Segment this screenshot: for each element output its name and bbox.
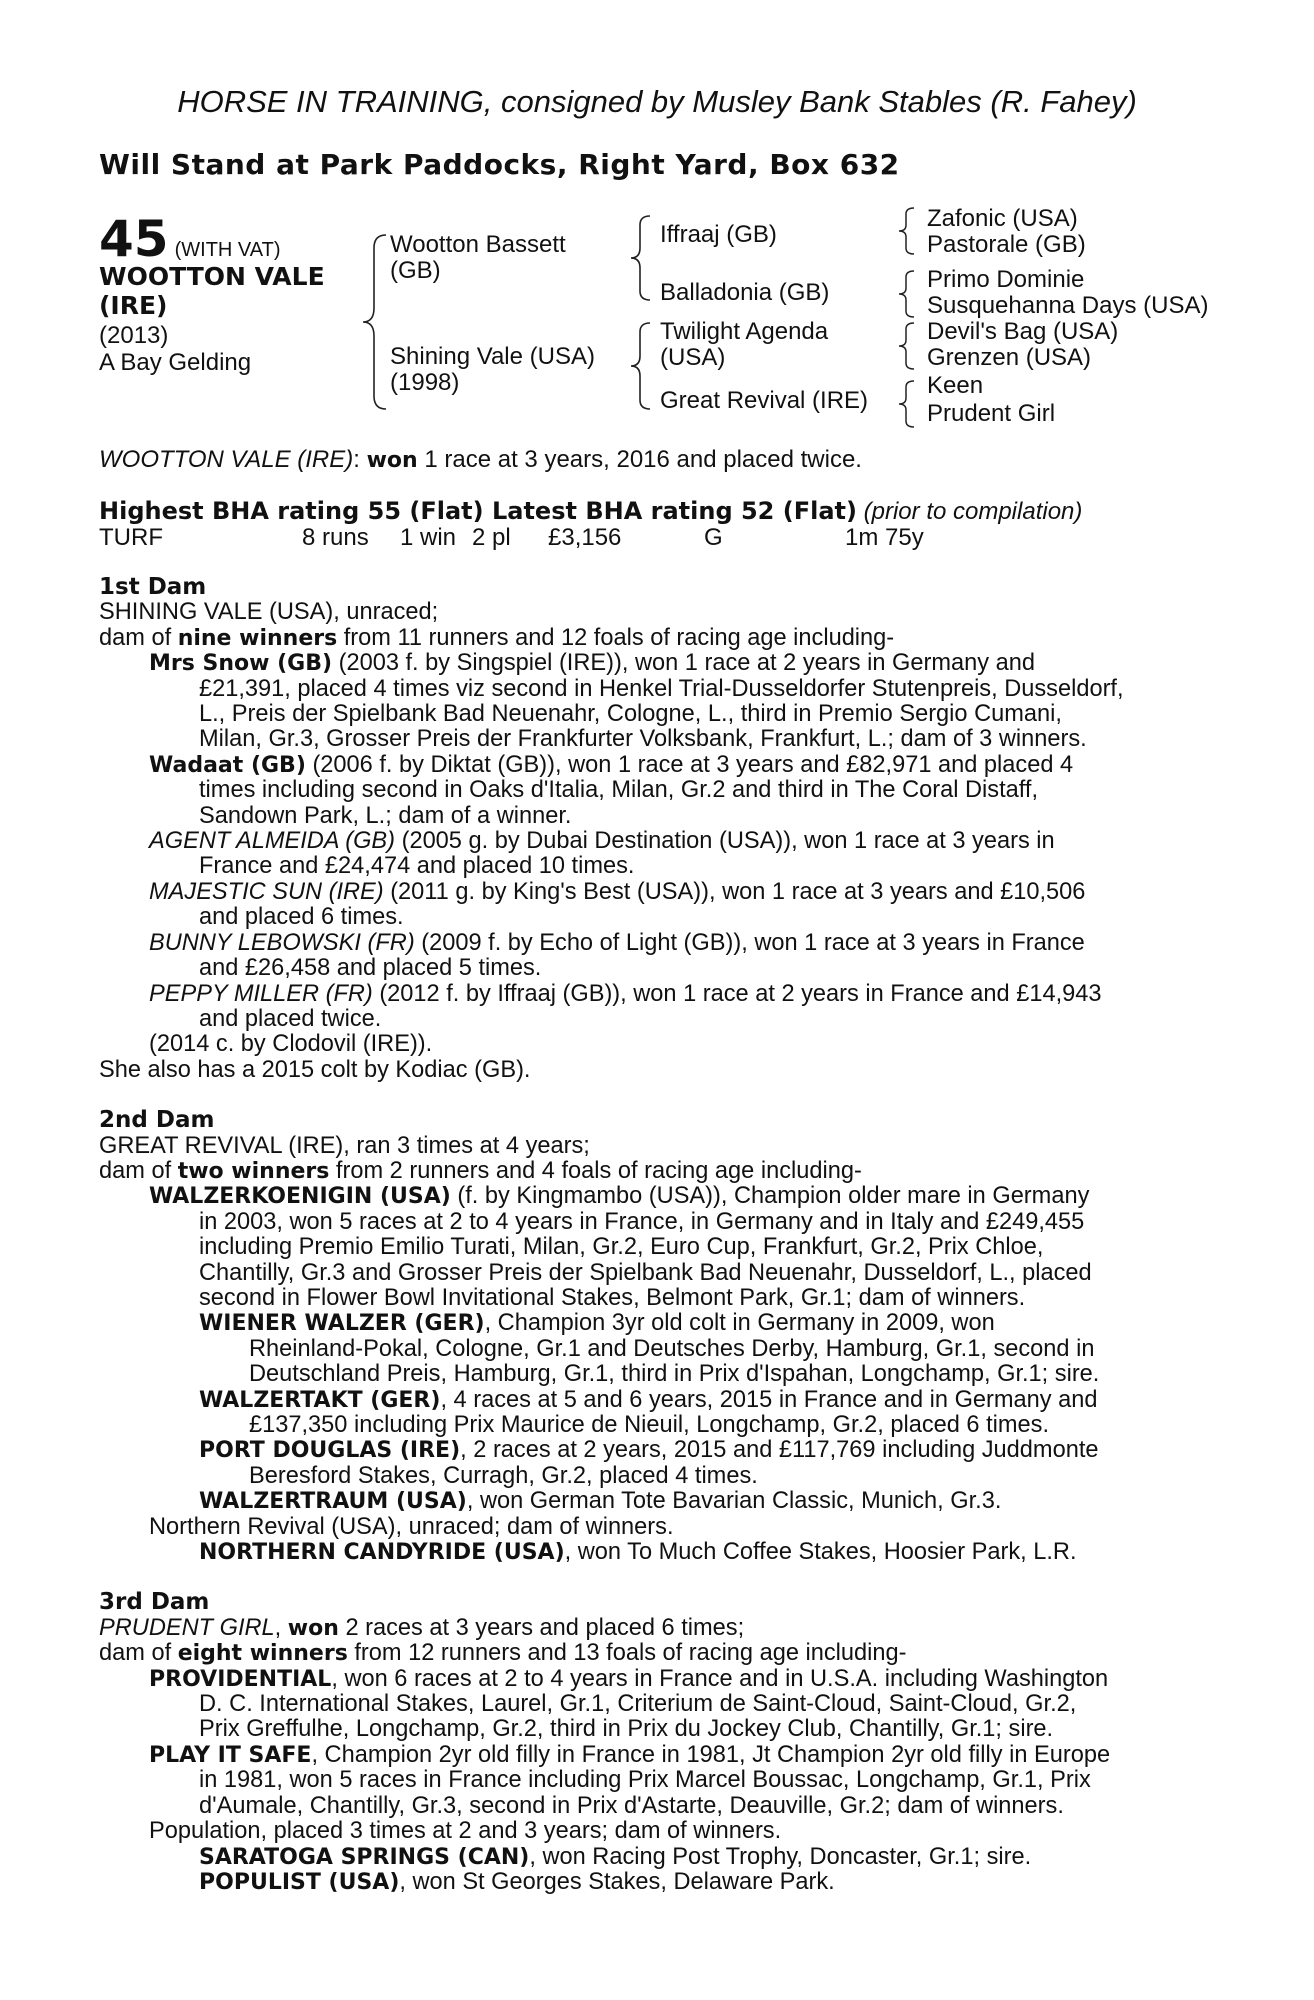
pedigree-brace-3c xyxy=(896,320,918,372)
dam-sire-name: Twilight Agenda xyxy=(660,318,829,345)
record-placed: 2 pl xyxy=(472,524,511,551)
dam-year: (1998) xyxy=(390,369,460,396)
produce-providential-2: D. C. International Stakes, Laurel, Gr.1, Criterium de Saint-Cloud, Saint-Cloud, Gr.2, xyxy=(199,1691,1077,1718)
sire-sire: Iffraaj (GB) xyxy=(660,221,777,248)
produce-peppy-miller-2: and placed twice. xyxy=(199,1005,382,1032)
third-dam-heading: 3rd Dam xyxy=(99,1589,210,1616)
second-dam-line2: dam of two winners from 2 runners and 4 foals of racing age including- xyxy=(99,1157,862,1184)
ggp-8: Prudent Girl xyxy=(927,400,1056,427)
race-summary: WOOTTON VALE (IRE): won 1 race at 3 years, 2016 and placed twice. xyxy=(99,446,862,473)
produce-walzertraum: WALZERTRAUM (USA), won German Tote Bavarian Classic, Munich, Gr.3. xyxy=(199,1488,1002,1515)
produce-walzertakt: WALZERTAKT (GER), 4 races at 5 and 6 years, 2015 in France and in Germany and xyxy=(199,1386,1098,1413)
third-dam-line1: PRUDENT GIRL, won 2 races at 3 years and placed 6 times; xyxy=(99,1614,745,1641)
produce-northern-revival: Northern Revival (USA), unraced; dam of winners. xyxy=(149,1513,674,1540)
record-surface: TURF xyxy=(99,524,163,551)
produce-mrs-snow: Mrs Snow (GB) (2003 f. by Singspiel (IRE)), won 1 race at 2 years in Germany and xyxy=(149,650,1035,677)
pedigree-brace-3b xyxy=(896,268,918,320)
produce-bunny-lebowski: BUNNY LEBOWSKI (FR) (2009 f. by Echo of Light (GB)), won 1 race at 3 years in France xyxy=(149,929,1085,956)
dam-name: Shining Vale (USA) xyxy=(390,343,595,370)
horse-year: (2013) xyxy=(99,322,169,349)
record-prize: £3,156 xyxy=(548,524,622,551)
horse-info xyxy=(99,322,251,376)
second-dam-line1: GREAT REVIVAL (IRE), ran 3 times at 4 years; xyxy=(99,1132,590,1159)
page-title: HORSE IN TRAINING, consigned by Musley Bank Stables (R. Fahey) xyxy=(177,84,1137,119)
produce-population: Population, placed 3 times at 2 and 3 years; dam of winners. xyxy=(149,1818,782,1845)
sire-name: Wootton Bassett xyxy=(390,231,566,258)
sire-dam: Balladonia (GB) xyxy=(660,279,830,306)
record-going: G xyxy=(704,524,723,551)
dam-sire-origin: (USA) xyxy=(660,344,726,371)
produce-walzerkoenigin-5: second in Flower Bowl Invitational Stakes, Belmont Park, Gr.1; dam of winners. xyxy=(199,1284,1026,1311)
first-dam-also: She also has a 2015 colt by Kodiac (GB). xyxy=(99,1056,531,1083)
produce-providential-3: Prix Greffulhe, Longchamp, Gr.2, third in Prix du Jockey Club, Chantilly, Gr.1; sire. xyxy=(199,1716,1054,1743)
second-dam-heading: 2nd Dam xyxy=(99,1107,215,1134)
summary-text: 1 race at 3 years, 2016 and placed twice. xyxy=(417,446,862,473)
produce-majestic-sun: MAJESTIC SUN (IRE) (2011 g. by King's Best (USA)), won 1 race at 3 years and £10,506 xyxy=(149,878,1086,905)
sire-origin: (GB) xyxy=(390,257,441,284)
produce-wadaat-3: Sandown Park, L.; dam of a winner. xyxy=(199,802,572,829)
produce-wiener-walzer-3: Deutschland Preis, Hamburg, Gr.1, third in Prix d'Ispahan, Longchamp, Gr.1; sire. xyxy=(249,1361,1100,1388)
produce-walzertakt-2: £137,350 including Prix Maurice de Nieuil, Longchamp, Gr.2, placed 6 times. xyxy=(249,1412,1050,1438)
record-wins: 1 win xyxy=(400,524,457,551)
produce-walzerkoenigin-4: Chantilly, Gr.3 and Grosser Preis der Spielbank Bad Neuenahr, Dusseldorf, L., placed xyxy=(199,1259,1092,1286)
rating-values: Highest BHA rating 55 (Flat) Latest BHA rating 52 (Flat) xyxy=(99,497,857,525)
pedigree-brace-2a xyxy=(628,213,654,303)
first-dam-line1: SHINING VALE (USA), unraced; xyxy=(99,599,439,626)
dam xyxy=(390,344,595,396)
rating-line xyxy=(99,497,1082,526)
pedigree-brace-3d xyxy=(896,378,918,430)
pedigree-brace-1 xyxy=(360,232,390,412)
vat-note: (WITH VAT) xyxy=(174,239,281,261)
first-dam-heading: 1st Dam xyxy=(99,574,207,600)
summary-horse-name: WOOTTON VALE (IRE) xyxy=(99,446,354,473)
first-dam-line2: dam of nine winners from 11 runners and 12 foals of racing age including- xyxy=(99,624,895,651)
produce-wiener-walzer: WIENER WALZER (GER), Champion 3yr old colt in Germany in 2009, won xyxy=(199,1310,995,1337)
record-runs: 8 runs xyxy=(302,524,369,551)
lot-number-block xyxy=(99,210,281,268)
third-dam-winners: eight winners xyxy=(177,1641,348,1667)
produce-majestic-sun-2: and placed 6 times. xyxy=(199,904,404,931)
produce-agent-almeida-2: France and £24,474 and placed 10 times. xyxy=(199,853,635,880)
ggp-1: Zafonic (USA) xyxy=(927,205,1078,232)
produce-play-it-safe-2: in 1981, won 5 races in France including Prix Marcel Boussac, Longchamp, Gr.1, Prix xyxy=(199,1767,1091,1794)
pedigree-brace-2b xyxy=(628,320,654,412)
produce-wadaat: Wadaat (GB) (2006 f. by Diktat (GB)), won 1 race at 3 years and £82,971 and placed 4 xyxy=(149,751,1074,778)
pedigree-brace-3a xyxy=(896,205,918,257)
horse-name-line2: (IRE) xyxy=(99,291,168,320)
produce-2014-colt: (2014 c. by Clodovil (IRE)). xyxy=(149,1031,433,1058)
produce-mrs-snow-3: L., Preis der Spielbank Bad Neuenahr, Cologne, L., third in Premio Sergio Cumani, xyxy=(199,701,1062,728)
ggp-5: Devil's Bag (USA) xyxy=(927,318,1119,345)
produce-wiener-walzer-2: Rheinland-Pokal, Cologne, Gr.1 and Deutsches Derby, Hamburg, Gr.1, second in xyxy=(249,1335,1095,1362)
dam-sire xyxy=(660,319,828,371)
produce-providential: PROVIDENTIAL, won 6 races at 2 to 4 years in France and in U.S.A. including Washington xyxy=(149,1665,1109,1692)
ggp-4: Susquehanna Days (USA) xyxy=(927,292,1209,319)
produce-mrs-snow-4: Milan, Gr.3, Grosser Preis der Frankfurter Volksbank, Frankfurt, L.; dam of 3 winners. xyxy=(199,726,1087,753)
record-distance: 1m 75y xyxy=(845,524,924,551)
sire xyxy=(390,232,566,284)
family-details xyxy=(99,575,1209,1895)
horse-name-line1: WOOTTON VALE xyxy=(99,262,325,291)
stand-location: Will Stand at Park Paddocks, Right Yard, Box 632 xyxy=(99,148,900,181)
produce-wadaat-2: times including second in Oaks d'Italia, Milan, Gr.2 and third in The Coral Distaff, xyxy=(199,777,1038,804)
produce-walzerkoenigin-2: in 2003, won 5 races at 2 to 4 years in France, in Germany and in Italy and £249,455 xyxy=(199,1208,1085,1235)
produce-peppy-miller: PEPPY MILLER (FR) (2012 f. by Iffraaj (GB)), won 1 race at 2 years in France and £14,943 xyxy=(149,980,1102,1007)
horse-description: A Bay Gelding xyxy=(99,349,252,376)
produce-port-douglas: PORT DOUGLAS (IRE), 2 races at 2 years, 2015 and £117,769 including Juddmonte xyxy=(199,1437,1099,1464)
rating-note: (prior to compilation) xyxy=(863,498,1083,525)
horse-name xyxy=(99,262,325,320)
lot-number: 45 xyxy=(99,210,169,268)
produce-play-it-safe-3: d'Aumale, Chantilly, Gr.3, second in Prix d'Astarte, Deauville, Gr.2; dam of winners. xyxy=(199,1792,1064,1819)
third-dam-line2: dam of eight winners from 12 runners and 13 foals of racing age including- xyxy=(99,1640,907,1667)
first-dam-winners: nine winners xyxy=(177,625,338,651)
produce-populist: POPULIST (USA), won St Georges Stakes, Delaware Park. xyxy=(199,1868,835,1895)
produce-port-douglas-2: Beresford Stakes, Curragh, Gr.2, placed 4 times. xyxy=(249,1462,758,1489)
produce-saratoga-springs: SARATOGA SPRINGS (CAN), won Racing Post Trophy, Doncaster, Gr.1; sire. xyxy=(199,1843,1032,1870)
produce-mrs-snow-2: £21,391, placed 4 times viz second in Henkel Trial-Dusseldorfer Stutenpreis, Dusseldorf, xyxy=(199,675,1124,702)
ggp-3: Primo Dominie xyxy=(927,266,1085,293)
produce-agent-almeida: AGENT ALMEIDA (GB) (2005 g. by Dubai Destination (USA)), won 1 race at 3 years in xyxy=(149,828,1055,855)
dam-dam: Great Revival (IRE) xyxy=(660,387,869,414)
ggp-2: Pastorale (GB) xyxy=(927,231,1086,258)
produce-walzerkoenigin: WALZERKOENIGIN (USA) (f. by Kingmambo (USA)), Champion older mare in Germany xyxy=(149,1183,1090,1210)
second-dam-winners: two winners xyxy=(177,1158,330,1184)
summary-won: won xyxy=(366,448,418,473)
produce-play-it-safe: PLAY IT SAFE, Champion 2yr old filly in France in 1981, Jt Champion 2yr old filly in Europe xyxy=(149,1741,1111,1768)
produce-northern-candyride: NORTHERN CANDYRIDE (USA), won To Much Coffee Stakes, Hoosier Park, L.R. xyxy=(199,1539,1077,1566)
ggp-6: Grenzen (USA) xyxy=(927,344,1092,371)
produce-walzerkoenigin-3: including Premio Emilio Turati, Milan, Gr.2, Euro Cup, Frankfurt, Gr.2, Prix Chloe, xyxy=(199,1234,1044,1261)
ggp-7: Keen xyxy=(927,372,984,399)
produce-bunny-lebowski-2: and £26,458 and placed 5 times. xyxy=(199,955,542,982)
